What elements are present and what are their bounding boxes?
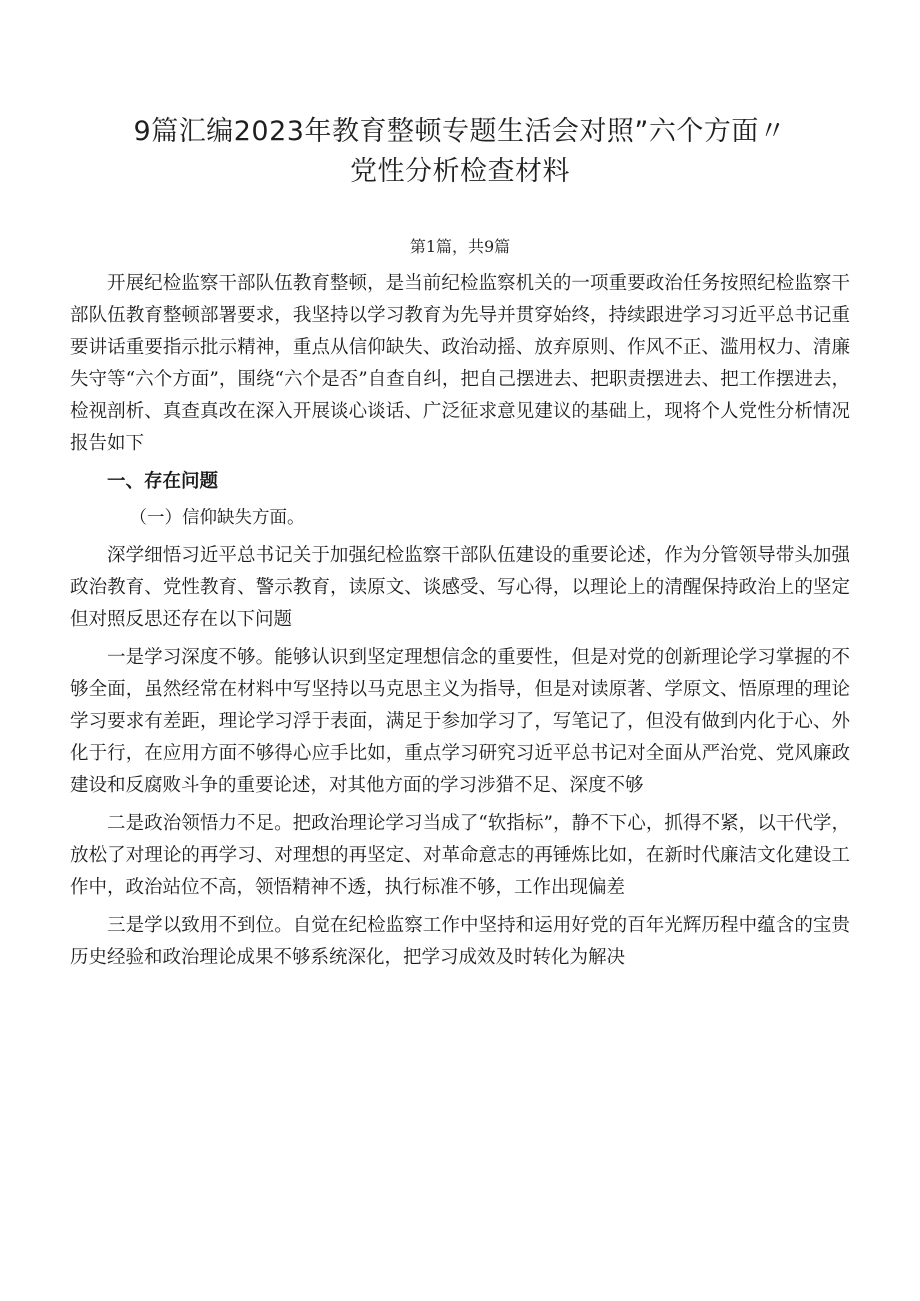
overview-paragraph: 深学细悟习近平总书记关于加强纪检监察干部队伍建设的重要论述，作为分管领导带头加强政治教育、党性教育、警示教育，读原文、谈感受、写心得，以理论上的清醒保持政治上的坚定但对照反思还存在以下问题: [70, 545, 850, 630]
point-3-paragraph: 三是学以致用不到位。自觉在纪检监察工作中坚持和运用好党的百年光辉历程中蕴含的宝贵历史经验和政治理论成果不够系统深化，把学习成效及时转化为解决: [70, 915, 850, 968]
document-title-line-1: 9篇汇编2023年教育整顿专题生活会对照”六个方面〃: [133, 116, 787, 147]
document-title: [70, 112, 850, 192]
document-body: [70, 268, 850, 974]
subsection-heading-faith: （一）信仰缺失方面。: [129, 508, 305, 528]
intro-paragraph: 开展纪检监察干部队伍教育整顿，是当前纪检监察机关的一项重要政治任务按照纪检监察干部队伍教育整顿部署要求，我坚持以学习教育为先导并贯穿始终，持续跟进学习习近平总书记重要讲话重要指示批示精神，重点从信仰缺失、政治动摇、放弃原则、作风不正、滥用权力、清廉失守等“六个方面”，围绕“六个是否”自查自纠，把自己摆进去、把职责摆进去、把工作摆进去，检视剖析、真查真改在深入开展谈心谈话、广泛征求意见建议的基础上，现将个人党性分析情况报告如下: [70, 273, 850, 454]
point-1-paragraph: 一是学习深度不够。能够认识到坚定理想信念的重要性，但是对党的创新理论学习掌握的不够全面，虽然经常在材料中写坚持以马克思主义为指导，但是对读原著、学原文、悟原理的理论学习要求有差距，理论学习浮于表面，满足于参加学习了，写笔记了，但没有做到内化于心、外化于行，在应用方面不够得心应手比如，重点学习研究习近平总书记对全面从严治党、党风廉政建设和反腐败斗争的重要论述，对其他方面的学习涉猎不足、深度不够: [70, 647, 850, 796]
point-2-paragraph: 二是政治领悟力不足。把政治理论学习当成了“软指标”，静不下心，抓得不紧，以干代学，放松了对理论的再学习、对理想的再坚定、对革命意志的再锤炼比如，在新时代廉洁文化建设工作中，政治站位不高，领悟精神不透，执行标准不够，工作出现偏差: [70, 813, 850, 898]
section-heading-problems: 一、存在问题: [107, 471, 219, 492]
document-title-line-2: 党性分析检查材料: [350, 156, 570, 187]
document-subtitle: 第1篇，共9篇: [409, 237, 511, 256]
